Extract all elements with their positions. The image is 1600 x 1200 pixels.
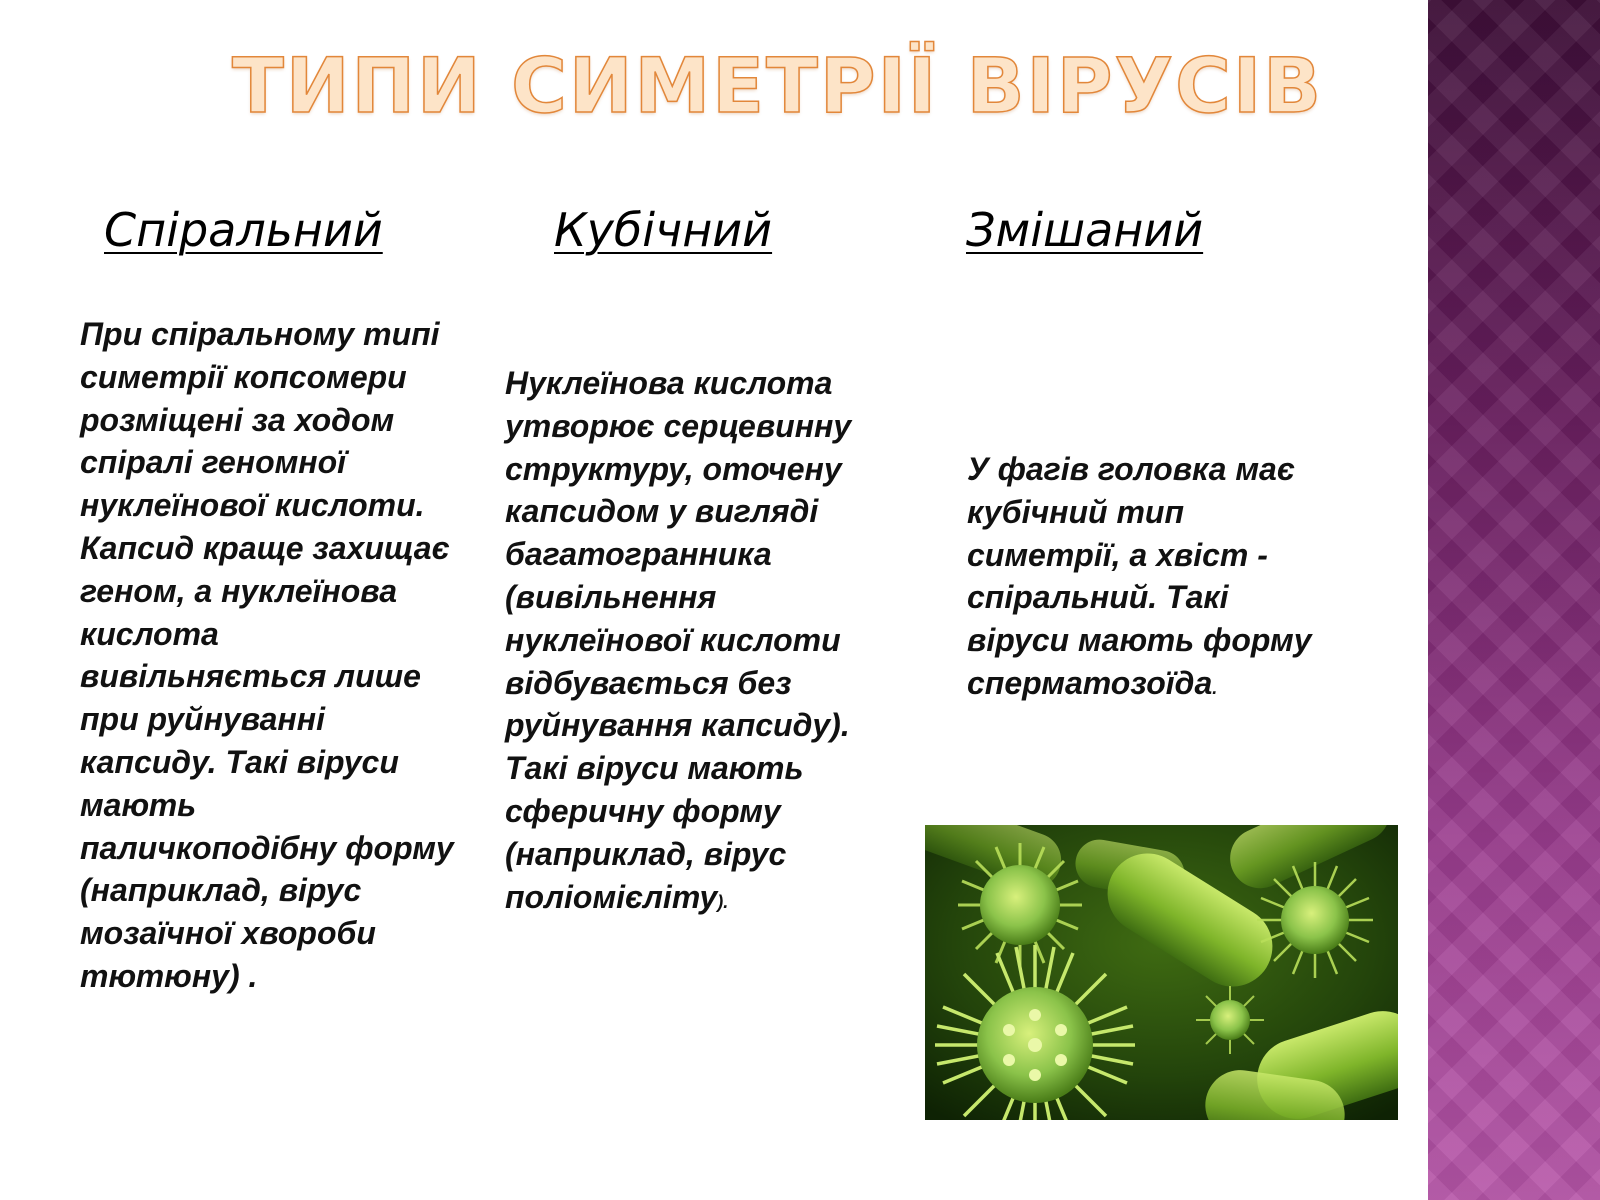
decorative-side-band	[1428, 0, 1600, 1200]
text-cubic	[505, 362, 883, 923]
heading-mixed: Змішаний	[966, 203, 1204, 257]
slide-title: ТИПИ СИМЕТРІЇ ВІРУСІВ	[232, 41, 1324, 130]
text-cubic-tail: ).	[717, 891, 729, 912]
text-mixed	[967, 448, 1317, 710]
virus-photo	[925, 825, 1398, 1120]
text-cubic-body: Нуклеїнова кислота утворює серцевинну структуру, оточену капсидом у вигляді багатогранника (вивільнення нуклеїнової кислоти відбувається без руйнування капсиду). Такі віруси мають сферичну форму (наприклад, вірус поліомієліту	[505, 365, 852, 915]
text-spiral: При спіральному типі симетрії копсомери розміщені за ходом спіралі геномної нуклеїнової кислоти. Капсид краще захищає геном, а нуклеїнова кислота вивільняється лише при руйнуванні капсиду. Такі віруси мають паличкоподібну форму (наприклад, вірус мозаїчної хвороби тютюну) .	[80, 316, 454, 994]
heading-spiral: Спіральний	[104, 203, 383, 257]
text-mixed-tail: .	[1212, 677, 1218, 698]
heading-cubic: Кубічний	[554, 203, 773, 257]
text-mixed-body: У фагів головка має кубічний тип симетрії, а хвіст - спіральний. Такі віруси мають форму сперматозоїда	[967, 451, 1312, 701]
